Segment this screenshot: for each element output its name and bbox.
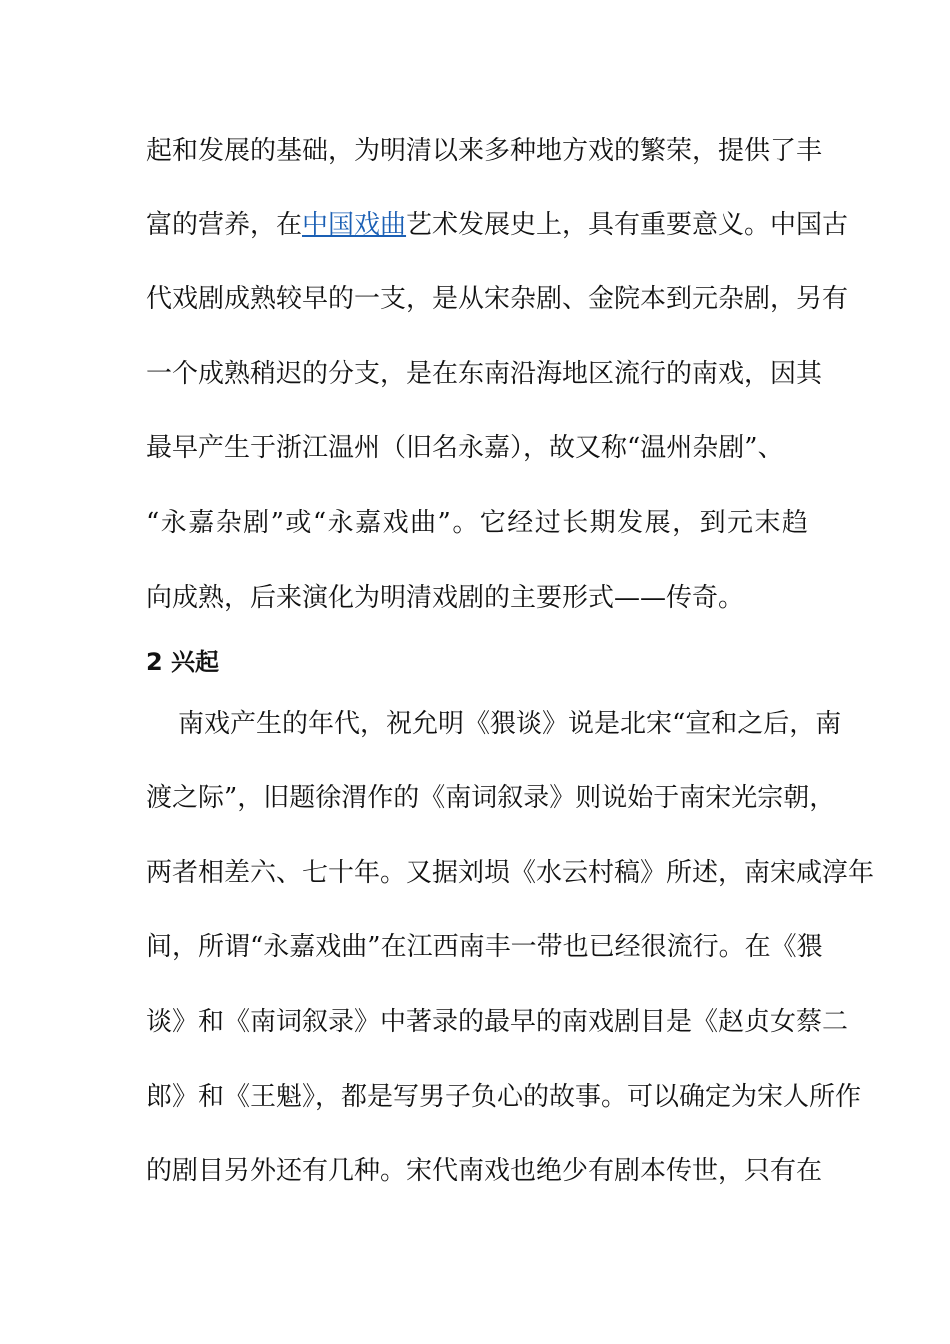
paragraph-line-3: 代戏剧成熟较早的一支，是从宋杂剧、金院本到元杂剧，另有 [146, 284, 849, 314]
line-2-after: 艺术发展史上，具有重要意义。中国古 [406, 210, 849, 240]
paragraph-line-2 [146, 208, 849, 242]
section2-line-2: 渡之际”，旧题徐渭作的《南词叙录》则说始于南宋光宗朝， [146, 783, 836, 813]
section2-line-5: 谈》和《南词叙录》中著录的最早的南戏剧目是《赵贞女蔡二 [146, 1007, 849, 1037]
section2-line-1: 南戏产生的年代，祝允明《猥谈》说是北宋“宣和之后，南 [178, 709, 842, 739]
section2-line-3: 两者相差六、七十年。又据刘埙《水云村稿》所述，南宋咸淳年 [146, 858, 875, 888]
paragraph-line-1: 起和发展的基础，为明清以来多种地方戏的繁荣，提供了丰 [146, 136, 823, 166]
section-heading: 2 兴起 [146, 648, 220, 676]
section2-line-7: 的剧目另外还有几种。宋代南戏也绝少有剧本传世，只有在 [146, 1156, 823, 1186]
paragraph-line-6: “永嘉杂剧”或“永嘉戏曲”。它经过长期发展，到元末趋 [146, 508, 808, 538]
chinese-opera-link[interactable]: 中国戏曲 [302, 210, 407, 240]
paragraph-line-4: 一个成熟稍迟的分支，是在东南沿海地区流行的南戏，因其 [146, 359, 823, 389]
line-2-before: 富的营养，在 [146, 210, 303, 240]
section2-line-6: 郎》和《王魁》，都是写男子负心的故事。可以确定为宋人所作 [146, 1082, 862, 1112]
section2-line-4: 间，所谓“永嘉戏曲”在江西南丰一带也已经很流行。在《猥 [146, 932, 823, 962]
paragraph-line-5: 最早产生于浙江温州（旧名永嘉），故又称“温州杂剧”、 [146, 433, 784, 463]
paragraph-line-7: 向成熟，后来演化为明清戏剧的主要形式——传奇。 [146, 583, 745, 613]
